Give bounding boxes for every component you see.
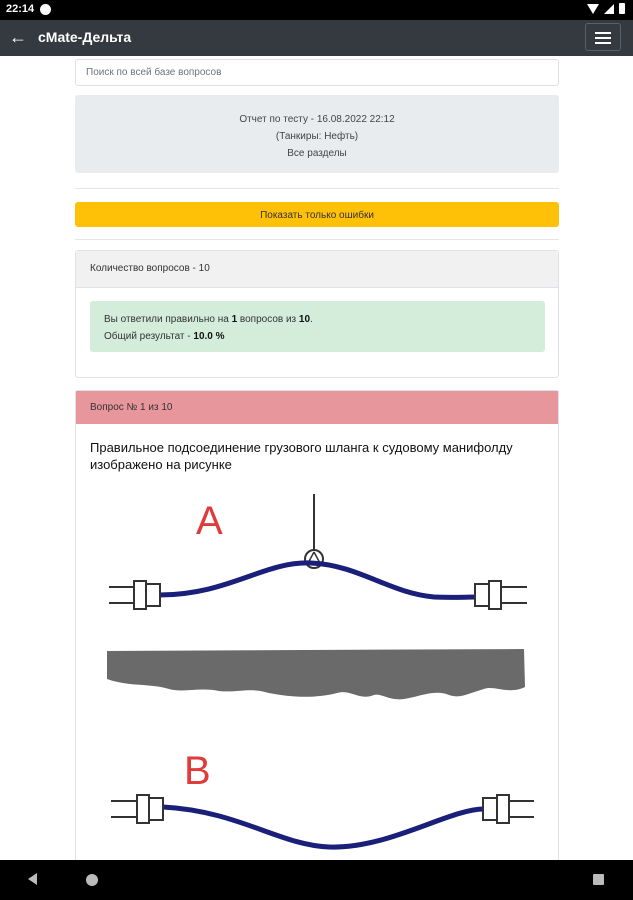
correct-answers-text: Вы ответили правильно на 1 вопросов из 10. (104, 314, 313, 325)
wifi-icon (587, 4, 599, 14)
report-category: (Танкиры: Нефть) (275, 131, 359, 142)
app-title: cMate-Дельта (38, 29, 132, 45)
result-percent: 10.0 % (193, 331, 225, 342)
google-icon (40, 4, 51, 15)
report-info (75, 95, 559, 173)
question-text: Правильное подсоединение грузового шланга к судовому манифолду изображено на рисунке (90, 440, 513, 472)
question-figure (89, 489, 545, 860)
question-card (75, 390, 559, 860)
question-count-header: Количество вопросов - 10 (76, 251, 558, 288)
divider (75, 188, 559, 189)
correct-count: 1 (231, 314, 238, 325)
status-icons (587, 3, 625, 14)
nav-bar (0, 860, 633, 900)
figure-label-b: B (184, 749, 211, 793)
battery-icon (619, 3, 625, 14)
question-number-header: Вопрос № 1 из 10 (76, 391, 558, 424)
back-nav-icon[interactable] (28, 873, 37, 885)
app-bar (0, 20, 633, 56)
search-input[interactable] (75, 59, 559, 86)
hamburger-menu-icon (595, 32, 611, 34)
figure-label-a: A (196, 499, 223, 543)
overall-result-text: Общий результат - 10.0 % (104, 331, 225, 342)
show-errors-button[interactable]: Показать только ошибки (75, 202, 559, 227)
report-sections: Все разделы (287, 148, 347, 159)
result-alert (90, 301, 545, 352)
status-bar (0, 0, 633, 20)
recents-nav-icon[interactable] (593, 874, 604, 885)
home-nav-icon[interactable] (86, 874, 98, 886)
summary-card (75, 250, 559, 378)
total-count: 10 (298, 314, 311, 325)
report-title: Отчет по тесту - 16.08.2022 22:12 (239, 114, 395, 125)
status-time: 22:14 (6, 3, 35, 15)
divider (75, 239, 559, 240)
back-arrow-icon[interactable]: ← (9, 27, 27, 47)
hamburger-menu-button[interactable] (585, 23, 621, 51)
main-content[interactable] (0, 56, 633, 860)
signal-icon (604, 4, 614, 14)
